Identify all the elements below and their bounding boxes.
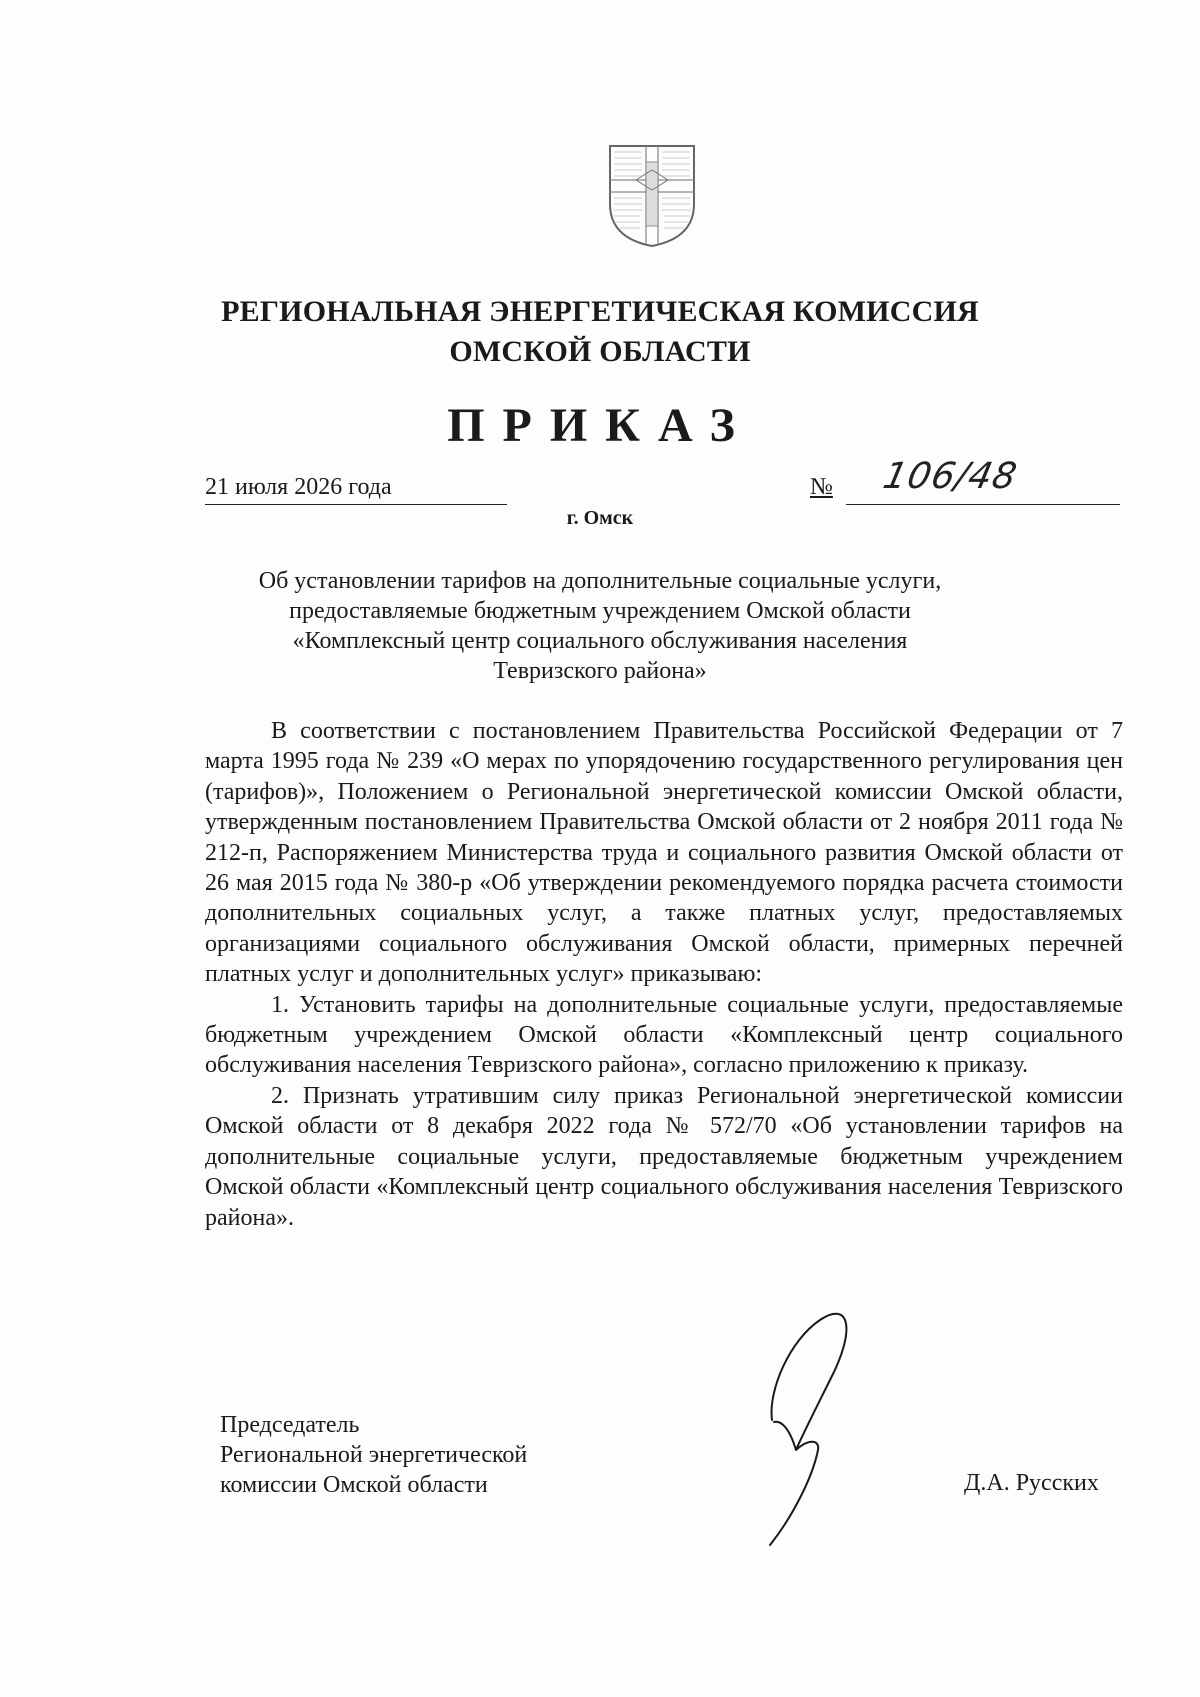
subject-line: «Комплексный центр социального обслуживания населения (292, 628, 908, 654)
organization-title-line2: ОМСКОЙ ОБЛАСТИ (449, 335, 751, 368)
preamble-paragraph: В соответствии с постановлением Правительства Российской Федерации от 7 марта 1995 года № 239 «О мерах по упорядочению государственного регулирования цен (тарифов)», Положением о Региональной энергетической комиссии Омской области, утвержденным постановлением Правительства Омской области от 2 ноября 2011 года № 212-п, Распоряжением Министерства труда и социального развития Омской области от 26 мая 2015 года № 380-р «Об утверждении рекомендуемого порядка расчета стоимости дополнительных социальных услуг, а также платных услуг, предоставляемых организациями социального обслуживания Омской области, примерных перечней платных услуг и дополнительных услуг» приказываю: (205, 718, 1123, 988)
signer-position (220, 1410, 527, 1500)
document-number: 106/48 (879, 456, 1022, 497)
signer-position-line: комиссии Омской области (220, 1472, 488, 1498)
organization-title-line1: РЕГИОНАЛЬНАЯ ЭНЕРГЕТИЧЕСКАЯ КОМИССИЯ (221, 295, 979, 328)
document-city: г. Омск (566, 507, 634, 529)
signer-position-line: Председатель (220, 1412, 360, 1438)
signer-name: Д.А. Русских (964, 1470, 1099, 1496)
document-date: 21 июля 2026 года (205, 470, 507, 505)
subject-line: предоставляемые бюджетным учреждением Омской области (289, 598, 911, 624)
document-subject (170, 566, 1030, 686)
document-body (205, 716, 1123, 1233)
omsk-coat-of-arms-icon (606, 142, 698, 250)
document-type-title: ПРИКАЗ (447, 399, 753, 452)
handwritten-signature (760, 1300, 880, 1550)
order-item-2: 2. Признать утратившим силу приказ Региональной энергетической комиссии Омской области от 8 декабря 2022 года № 572/70 «Об установлении тарифов на дополнительные социальные услуги, предоставляемые бюджетным учреждением Омской области «Комплексный центр социального обслуживания населения Тевризского района». (205, 1082, 1123, 1231)
subject-line: Тевризского района» (493, 658, 707, 684)
signer-position-line: Региональной энергетической (220, 1442, 528, 1468)
order-item-1: 1. Установить тарифы на дополнительные социальные услуги, предоставляемые бюджетным учреждением Омской области «Комплексный центр социального обслуживания населения Тевризского района», согласно приложению к приказу. (205, 991, 1123, 1079)
subject-line: Об установлении тарифов на дополнительные социальные услуги, (258, 568, 942, 594)
number-label: № (810, 474, 833, 500)
